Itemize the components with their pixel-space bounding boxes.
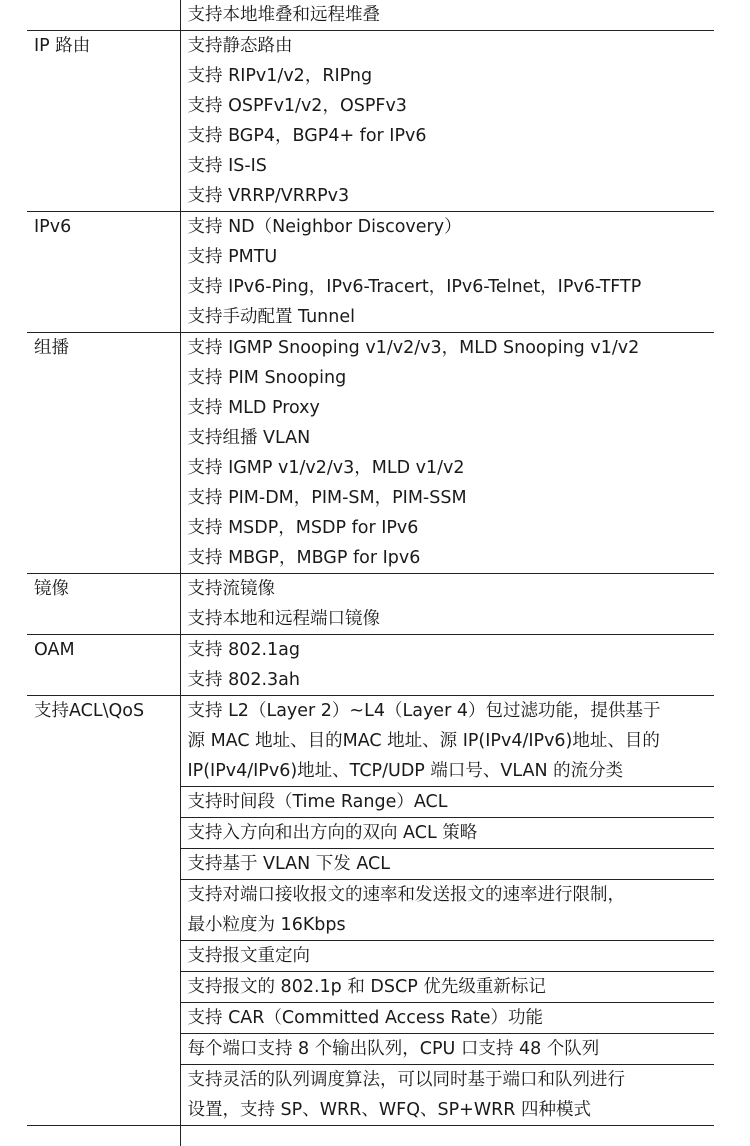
acl-feature-cell <box>180 1003 714 1034</box>
feature-cell <box>180 0 714 31</box>
feature-line: 支持组播 VLAN <box>188 423 715 453</box>
spec-row <box>27 635 714 696</box>
spec-row <box>27 333 714 574</box>
feature-line: 支持 802.1ag <box>188 635 715 665</box>
feature-line: 支持报文重定向 <box>188 941 715 971</box>
spec-row <box>27 0 714 31</box>
feature-line: 支持入方向和出方向的双向 ACL 策略 <box>188 818 715 848</box>
spec-row <box>27 31 714 212</box>
category-cell <box>27 696 180 1126</box>
feature-cell <box>180 212 714 333</box>
feature-line: 支持 OSPFv1/v2，OSPFv3 <box>188 91 715 121</box>
category-label: IP 路由 <box>34 31 180 61</box>
feature-line: 支持本地堆叠和远程堆叠 <box>188 0 715 30</box>
acl-feature-cell <box>180 849 714 880</box>
feature-line: 每个端口支持 8 个输出队列，CPU 口支持 48 个队列 <box>188 1034 715 1064</box>
feature-cell <box>180 1126 714 1146</box>
acl-row <box>27 696 714 787</box>
feature-line: 支持 IGMP Snooping v1/v2/v3，MLD Snooping v1/v2 <box>188 333 715 363</box>
feature-line: 支持 ND（Neighbor Discovery） <box>188 212 715 242</box>
category-cell <box>27 212 180 333</box>
category-cell <box>27 1126 180 1146</box>
category-cell <box>27 635 180 696</box>
category-label <box>34 0 180 30</box>
feature-cell <box>180 333 714 574</box>
feature-line: 支持 PMTU <box>188 242 715 272</box>
category-label: IPv6 <box>34 212 180 242</box>
feature-line: 支持静态路由 <box>188 31 715 61</box>
feature-line: 支持 MLD Proxy <box>188 393 715 423</box>
feature-line: 支持报文的 802.1p 和 DSCP 优先级重新标记 <box>188 972 715 1002</box>
feature-line: IP(IPv4/IPv6)地址、TCP/UDP 端口号、VLAN 的流分类 <box>188 756 715 786</box>
category-label: 镜像 <box>34 574 180 604</box>
feature-line: 支持 IPv6-Ping，IPv6-Tracert，IPv6-Telnet，IPv6-TFTP <box>188 272 715 302</box>
feature-line: 支持流镜像 <box>188 574 715 604</box>
acl-feature-cell <box>180 1065 714 1126</box>
category-label: OAM <box>34 635 180 665</box>
category-cell <box>27 0 180 31</box>
feature-line: 支持 802.3ah <box>188 665 715 695</box>
feature-cell <box>180 31 714 212</box>
feature-line: 支持灵活的队列调度算法，可以同时基于端口和队列进行 <box>188 1065 715 1095</box>
spec-row <box>27 212 714 333</box>
acl-feature-cell <box>180 818 714 849</box>
feature-cell <box>180 635 714 696</box>
acl-feature-cell <box>180 787 714 818</box>
feature-line: 支持 CAR（Committed Access Rate）功能 <box>188 1003 715 1033</box>
feature-line: 支持 BGP4，BGP4+ for IPv6 <box>188 121 715 151</box>
feature-line: 支持 L2（Layer 2）~L4（Layer 4）包过滤功能，提供基于 <box>188 696 715 726</box>
feature-line: 支持 PIM Snooping <box>188 363 715 393</box>
category-label: 组播 <box>34 333 180 363</box>
acl-feature-cell <box>180 972 714 1003</box>
feature-line: 源 MAC 地址、目的MAC 地址、源 IP(IPv4/IPv6)地址、目的 <box>188 726 715 756</box>
spec-row-partial <box>27 1126 714 1146</box>
acl-feature-cell <box>180 941 714 972</box>
feature-line: 支持时间段（Time Range）ACL <box>188 787 715 817</box>
feature-cell <box>180 574 714 635</box>
category-cell <box>27 574 180 635</box>
category-label: 支持ACL\QoS <box>34 696 180 726</box>
category-cell <box>27 333 180 574</box>
feature-line: 支持本地和远程端口镜像 <box>188 604 715 634</box>
spec-table <box>27 0 714 1146</box>
acl-feature-cell <box>180 880 714 941</box>
feature-line: 支持 MBGP，MBGP for Ipv6 <box>188 543 715 573</box>
acl-feature-cell <box>180 1034 714 1065</box>
spec-row <box>27 574 714 635</box>
feature-line: 支持手动配置 Tunnel <box>188 302 715 332</box>
feature-line: 最小粒度为 16Kbps <box>188 910 715 940</box>
feature-line: 支持对端口接收报文的速率和发送报文的速率进行限制， <box>188 880 715 910</box>
feature-line: 设置，支持 SP、WRR、WFQ、SP+WRR 四种模式 <box>188 1095 715 1125</box>
feature-line: 支持 IS-IS <box>188 151 715 181</box>
feature-line: 支持 RIPv1/v2，RIPng <box>188 61 715 91</box>
feature-line: 支持 PIM-DM，PIM-SM，PIM-SSM <box>188 483 715 513</box>
category-cell <box>27 31 180 212</box>
feature-line: 支持 VRRP/VRRPv3 <box>188 181 715 211</box>
feature-line: 支持 MSDP，MSDP for IPv6 <box>188 513 715 543</box>
acl-feature-cell <box>180 696 714 787</box>
feature-line: 支持基于 VLAN 下发 ACL <box>188 849 715 879</box>
spec-table-body <box>27 0 714 1146</box>
feature-line: 支持 IGMP v1/v2/v3，MLD v1/v2 <box>188 453 715 483</box>
